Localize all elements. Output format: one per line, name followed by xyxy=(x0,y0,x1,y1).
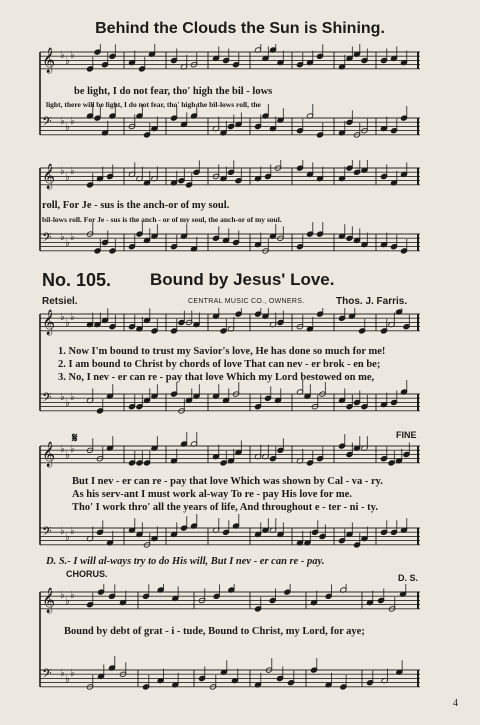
verse-b-line-3: Tho' I work thro' all the years of life, And throughout e - ter - ni - ty. xyxy=(72,502,378,513)
flat-icon: ♭ xyxy=(65,238,70,249)
treble-clef-icon: 𝄞 xyxy=(42,164,56,189)
copyright-notice: CENTRAL MUSIC CO., OWNERS. xyxy=(188,298,305,305)
flat-icon: ♭ xyxy=(60,668,65,679)
chorus-label: CHORUS. xyxy=(66,569,108,579)
flat-icon: ♭ xyxy=(65,596,70,607)
music-system-4 xyxy=(38,430,422,554)
music-system-5 xyxy=(38,584,422,704)
treble-clef-icon: 𝄞 xyxy=(42,48,56,73)
bass-lyric-line: light, there will be light, I do not fear, tho' high the bil-lows roll, the xyxy=(46,100,261,109)
verse-b-line-1: But I nev - er can re - pay that love Which was shown by Cal - va - ry. xyxy=(72,476,383,487)
flat-icon: ♭ xyxy=(70,312,75,323)
song-title-behind-the-clouds: Behind the Clouds the Sun is Shining. xyxy=(95,20,385,37)
treble-clef-icon: 𝄞 xyxy=(42,310,56,335)
bass-clef-icon: 𝄢 xyxy=(42,230,52,248)
flat-icon: ♭ xyxy=(70,444,75,455)
verse-line-1: 1. Now I'm bound to trust my Savior's love, He has done so much for me! xyxy=(58,346,386,357)
bass-clef-icon: 𝄢 xyxy=(42,390,52,408)
flat-icon: ♭ xyxy=(65,674,70,685)
ds-lyric-line: D. S.- I will al-ways try to do His will, But I nev - er can re - pay. xyxy=(46,556,325,567)
music-system-2 xyxy=(38,160,422,270)
flat-icon: ♭ xyxy=(70,232,75,243)
staff-system-1 xyxy=(38,44,422,154)
flat-icon: ♭ xyxy=(70,668,75,679)
flat-icon: ♭ xyxy=(60,166,65,177)
verse-b-line-2: As his serv-ant I must work al-way To re - pay His love for me. xyxy=(72,489,352,500)
verse-line-3: 3. No, I nev - er can re - pay that love Which my Lord bestowed on me, xyxy=(58,372,375,383)
flat-icon: ♭ xyxy=(65,398,70,409)
tempo-marking: Retsiel. xyxy=(42,296,78,307)
music-system-3 xyxy=(38,308,422,430)
flat-icon: ♭ xyxy=(70,166,75,177)
bass-clef-icon: 𝄢 xyxy=(42,524,52,542)
flat-icon: ♭ xyxy=(65,450,70,461)
verse-line-2: 2. I am bound to Christ by chords of love That can nev - er brok - en be; xyxy=(58,359,381,370)
lyric-line: roll, For Je - sus is the anch-or of my soul. xyxy=(42,200,230,211)
lyric-line: be light, I do not fear, tho' high the bil - lows xyxy=(74,86,273,97)
flat-icon: ♭ xyxy=(70,50,75,61)
flat-icon: ♭ xyxy=(70,116,75,127)
page-mark: 4 xyxy=(453,698,458,709)
flat-icon: ♭ xyxy=(60,526,65,537)
song-heading xyxy=(38,270,438,294)
ds-marking: D. S. xyxy=(398,573,419,583)
chorus-line: Bound by debt of grat - i - tude, Bound to Christ, my Lord, for aye; xyxy=(64,626,365,637)
flat-icon: ♭ xyxy=(65,172,70,183)
bass-clef-icon: 𝄢 xyxy=(42,114,52,132)
treble-clef-icon: 𝄞 xyxy=(42,588,56,613)
song-title-bound-by-jesus-love: Bound by Jesus' Love. xyxy=(150,270,335,289)
composer-credit: Thos. J. Farris. xyxy=(336,296,408,307)
flat-icon: ♭ xyxy=(70,526,75,537)
music-system-1 xyxy=(38,44,422,154)
flat-icon: ♭ xyxy=(60,444,65,455)
treble-clef-icon: 𝄞 xyxy=(42,442,56,467)
fine-marking: FINE xyxy=(396,430,417,440)
flat-icon: ♭ xyxy=(60,50,65,61)
flat-icon: ♭ xyxy=(65,122,70,133)
bass-clef-icon: 𝄢 xyxy=(42,666,52,684)
hymn-number: No. 105. xyxy=(42,270,112,290)
flat-icon: ♭ xyxy=(65,56,70,67)
staff-system-5 xyxy=(38,584,422,704)
segno-sign: 𝄋 xyxy=(72,430,78,445)
flat-icon: ♭ xyxy=(70,590,75,601)
bass-lyric-line: bil-lows roll. For Je - sus is the anch - or of my soul, the anch-or of my soul. xyxy=(42,215,282,224)
flat-icon: ♭ xyxy=(60,116,65,127)
flat-icon: ♭ xyxy=(60,590,65,601)
flat-icon: ♭ xyxy=(60,312,65,323)
flat-icon: ♭ xyxy=(70,392,75,403)
flat-icon: ♭ xyxy=(60,232,65,243)
flat-icon: ♭ xyxy=(60,392,65,403)
flat-icon: ♭ xyxy=(65,318,70,329)
flat-icon: ♭ xyxy=(65,532,70,543)
